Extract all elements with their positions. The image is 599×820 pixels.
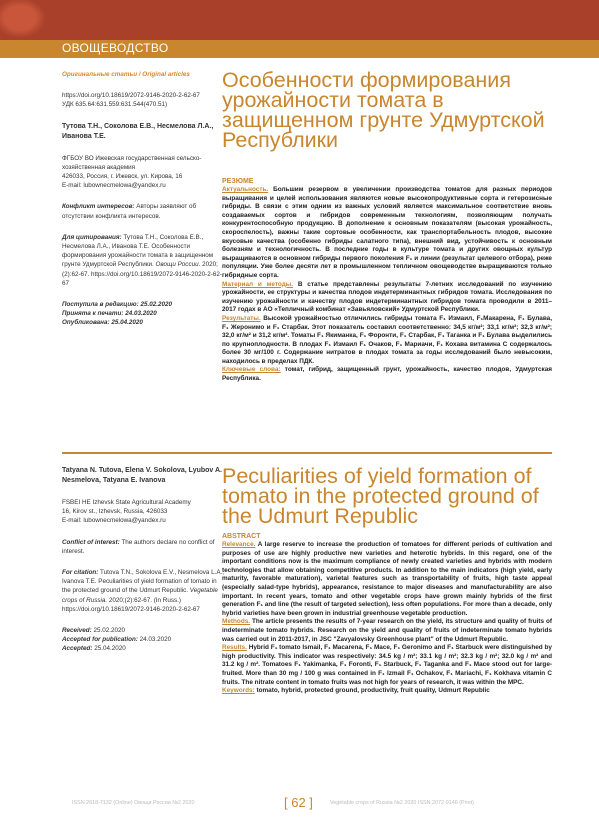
- abstract-label: Результаты.: [222, 314, 261, 322]
- affil-line: хозяйственная академия: [62, 163, 136, 171]
- abstract-label: Results.: [222, 644, 247, 652]
- abstract-label: Актуальность.: [222, 186, 269, 193]
- abstract-text: Высокой урожайностью отличились гибриды томата F₁ Измаил, F₁Макарена, F₁ Булава, F₁ Жеронимо и F₁ Старбак. Этот показатель составил соответственно: 34,5 кг/м²; 33,1 кг/м²; 32,3 кг/м²; 32,0 кг/м² и 31,2 кг/м². Томаты F₁ Якиманка, F₁ Форонти, F₁ Старбак, F₁ Таганка и F₁ Булава выделились по крупноплодности. В плодах F₁ Измаил F₁ Очаков, F₁ Мариачи, F₁ Кохава витамина С содержалось более 30 мг/100 г. Содержание нитратов в плодах томата за годы исследований было невысоким, находилось в пределах ПДК.: [222, 314, 552, 365]
- date-value: 25.04.2020: [94, 645, 126, 653]
- date-value: 24.03.2020: [139, 636, 172, 644]
- citation-ru: [62, 233, 227, 288]
- authors-en: Tatyana N. Tutova, Elena V. Sokolova, Lyubov A. Nesmelova, Tatyana E. Ivanova: [62, 467, 223, 484]
- abstract-para: [222, 644, 552, 687]
- affil-line: 426033, Россия, г. Ижевск, ул. Кирова, 16: [62, 173, 183, 181]
- affiliation-en: [62, 498, 227, 526]
- date-label: Опубликована:: [62, 319, 110, 327]
- date-label: Принята к печати:: [62, 310, 124, 318]
- title-en: Peculiarities of yield formation of tomato in the protected ground of the Udmurt Republic: [222, 464, 539, 528]
- conflict-label: Конфликт интересов:: [62, 203, 135, 211]
- conflict-label: Conflict of interest:: [62, 538, 120, 546]
- abstract-label: Keywords:: [222, 687, 255, 695]
- udc: УДК 635.64:631.559:631.544(470.51): [62, 101, 168, 109]
- date-value: 25.02.2020: [140, 301, 172, 309]
- abstract-text: В статье представлены результаты 7-летних исследований по изучению урожайности, ее структуры и качества плодов индетерминантных гибридов томата. Исследования по изучению урожайности и качеству плодов индетерминантных гибридов томата проводили в 2011–2017 годах в АО «Тепличный комбинат «Завьяловский» Удмуртской Республики.: [222, 280, 552, 314]
- article-meta-en: [62, 466, 227, 654]
- article-meta-ru: [62, 70, 227, 328]
- authors-ru: Тутова Т.Н., Соколова Е.В., Несмелова Л.А., Иванова Т.Е.: [62, 122, 214, 140]
- cite-tail: 2020;(2):62-67. (In Russ.) https://doi.org/10.18619/2072-9146-2020-2-62-67: [62, 596, 200, 613]
- abstract-para: [222, 366, 552, 383]
- abstract-text: tomato, hybrid, protected ground, productivity, fruit quality, Udmurt Republic: [254, 687, 490, 695]
- affil-line: FSBEI HE Izhevsk State Agricultural Academy: [62, 499, 191, 506]
- cite-journal: Овощи России.: [155, 261, 201, 269]
- doi-ru[interactable]: https://doi.org/10.18619/2072-9146-2020-2-62-67: [62, 92, 200, 100]
- abstract-para: [222, 281, 552, 315]
- cite-label: Для цитирования:: [62, 233, 122, 241]
- abstract-para: [222, 541, 552, 618]
- dates-ru: [62, 300, 227, 328]
- page-number: [ 62 ]: [284, 795, 313, 810]
- date-value: 25.04.2020: [111, 319, 143, 327]
- conflict-ru: [62, 202, 227, 220]
- section-banner: [0, 0, 599, 58]
- cite-tail: 2020;(2):62-67. https://doi.org/10.18619/2072-9146-2020-2-62-67: [62, 261, 222, 287]
- section-label: ОВОЩЕВОДСТВО: [62, 41, 169, 55]
- abstract-para: [222, 186, 552, 281]
- conflict-text: Авторы заявляют об отсутствии конфликта интересов.: [62, 203, 197, 220]
- section-divider: [62, 452, 552, 454]
- abstract-en: [222, 533, 552, 696]
- date-label: Поступила в редакцию:: [62, 301, 139, 309]
- abstract-ru: [222, 178, 552, 384]
- abstract-label: Ключевые слова:: [222, 366, 281, 374]
- abstract-text: A large reserve to increase the production of tomatoes for different periods of cultivation and purposes of use are highly productive new varieties and heterotic hybrids. In this regard, one of the important conditions now is the maximum compliance of newly created varieties and hybrids with modern technologies that allow obtaining competitive products. In addition to the main indicators (high yield, early maturity, favorable maturation), varietal features such as transportability of fruits, high taste appeal (especially salad-type hybrids), appearance, resistance to major diseases and manufacturability are also important. In recent years, tomato and other vegetable crops have grown mainly hybrids of the first generation F₁ and line (the result of targeted selection), less often populations. For more than a decade, only hybrid varieties have been grown in industrial greenhouse vegetable production.: [222, 541, 552, 617]
- abstract-label: Материал и методы.: [222, 280, 294, 288]
- abstract-label: Methods.: [222, 618, 251, 626]
- citation-en: [62, 568, 227, 614]
- affiliation-ru: [62, 154, 227, 191]
- date-label: Received:: [62, 627, 92, 635]
- article-type: Оригинальные статьи / Original articles: [62, 71, 190, 78]
- abstract-text: томат, гибрид, защищенный грунт, урожайность, качество плодов, Удмуртская Республика.: [222, 366, 552, 383]
- cite-journal: Vegetable crops of Russia.: [62, 587, 218, 604]
- affil-line: 16, Kirov st., Izhevsk, Russia, 426033: [62, 508, 168, 516]
- affil-email[interactable]: E-mail: lubownecmelowa@yandex.ru: [62, 517, 166, 525]
- cite-text: Tutova T.N., Sokolova E.V., Nesmelova L.A., Ivanova T.E. Peculiarities of yield formation of tomato in the protected ground of the Udmurt Republic.: [62, 569, 225, 595]
- page-footer: [0, 794, 599, 816]
- cite-text: Тутова Т.Н., Соколова Е.В., Несмелова Л.А., Иванова Т.Е. Особенности формирования урожайности томата в защищенном грунте Удмуртской Республики.: [62, 233, 214, 269]
- abstract-text: Большим резервом в увеличении производства томатов для разных периодов выращивания и целей использования являются новые высокопродуктивные сорта и гетерозисные гибриды. В связи с этим одним из важных условий является максимальное соответствие вновь создаваемых сортов и гибридов современным технологиям, позволяющим получать конкурентоспособную продукцию. В дополнение к основным показателям (высокая урожайность, скороспелость), важны такие сортовые особенности, как транспортабельность плодов, высокие вкусовые качества (особенно гибриды салатного типа), внешний вид, устойчивость к основным болезням и технологичность. В последние годы в культуре томата и других овощных культур выращиваются в основном гибриды первого поколения F₁ и линии (результат целевого отбора), реже популяции. Уже более десяти лет в промышленном тепличном овощеводстве выращиваются только гибридные сорта.: [222, 186, 552, 279]
- affil-line: ФГБОУ ВО Ижевская государственная сельско-: [62, 154, 202, 162]
- conflict-en: [62, 538, 227, 556]
- tomato-photo-strip: [0, 0, 599, 42]
- date-label: Accepted:: [62, 645, 93, 653]
- date-value: 24.03.2020: [125, 310, 157, 318]
- abstract-para: [222, 687, 552, 696]
- footer-left: ISSN 2618-7132 (Online) Овощи России №2 2020: [72, 800, 195, 806]
- abstract-text: Hybrid F₁ tomato Ismail, F₁ Macarena, F₁ Mace, F₁ Geronimo and F₁ Starbuck were distinguished by high productivity. This indicator was respectively: 34.5 kg / m²; 33.1 kg / m²; 32.3 kg / m²; 32.0 kg / m² and 31.2 kg / m². Tomatoes F₁ Yakimanka, F₁ Foronti, F₁ Starbuck, F₁ Taganka and F₁ Mace stood out for large-fruited. More than 30 mg / 100 g was contained in F₁ Izmail F₁ Ochakov, F₁ Mariachi, F₁ Kokhava vitamin C fruits. The nitrate content in tomato fruits was not high for years of research, it was within the MPC.: [222, 644, 552, 686]
- abstract-ru-heading: РЕЗЮМЕ: [222, 178, 254, 185]
- footer-right: Vegetable crops of Russia №2 2020 ISSN 2072-9146 (Print): [330, 800, 474, 806]
- cite-label: For citation:: [62, 569, 99, 577]
- dates-en: [62, 626, 227, 654]
- date-value: 25.02.2020: [93, 627, 126, 635]
- abstract-en-heading: ABSTRACT: [222, 533, 261, 540]
- abstract-para: [222, 315, 552, 367]
- conflict-text: The authors declare no conflict of interest.: [62, 538, 215, 555]
- affil-email[interactable]: E-mail: lubownecmelowa@yandex.ru: [62, 182, 166, 190]
- title-ru: Особенности формирования урожайности томата в защищенном грунте Удмуртской Республики: [222, 68, 545, 152]
- abstract-text: The article presents the results of 7-year research on the yield, its structure and quality of fruits of indeterminate tomato hybrids. Research on the yield and quality of fruits of indeterminate tomato hybrids was carried out in 2011-2017, in JSC "Zavyalovsky Greenhouse plant" of the Udmurt Republic.: [222, 618, 552, 643]
- date-label: Accepted for publication:: [62, 636, 138, 644]
- abstract-label: Relevance.: [222, 541, 256, 548]
- abstract-para: [222, 618, 552, 644]
